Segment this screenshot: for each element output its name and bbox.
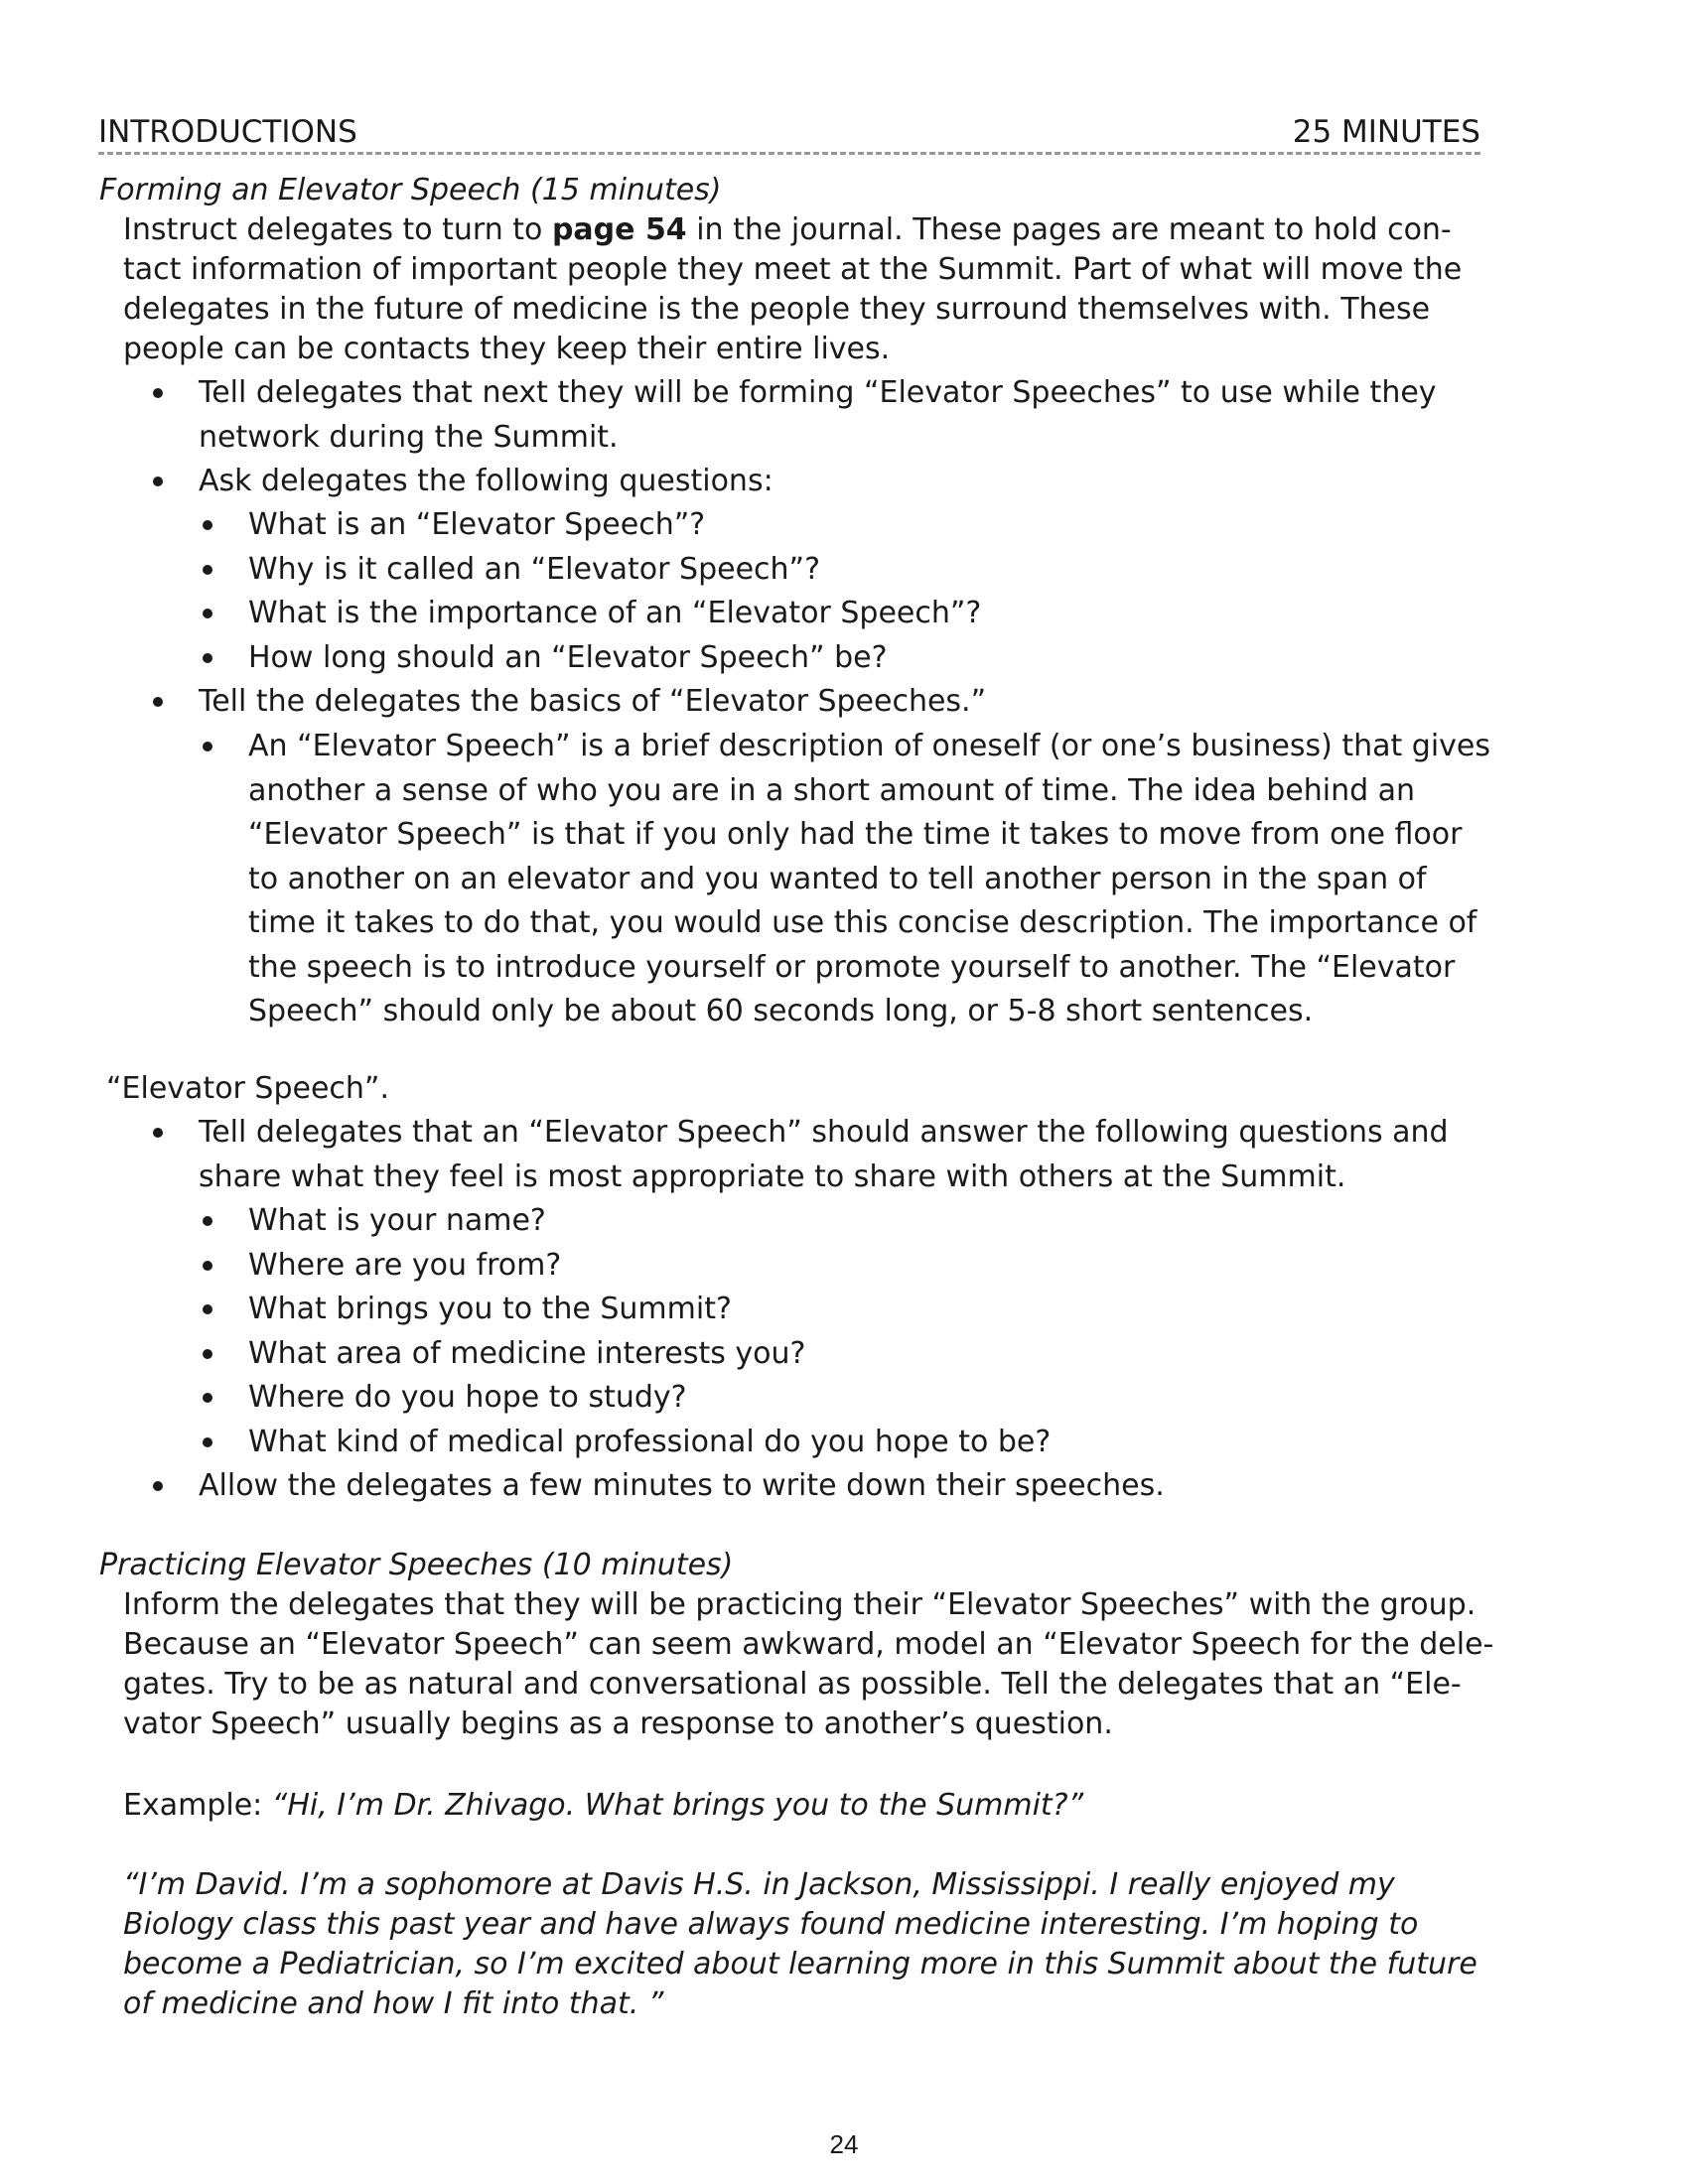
intro-line: delegates in the future of medicine is the people they surround themselves with. These <box>123 292 1431 327</box>
list-item-text: time it takes to do that, you would use this concise description. The importance of <box>248 905 1477 940</box>
section-duration: 25 MINUTES <box>1292 114 1480 150</box>
list-item-text: Tell the delegates the basics of “Elevator Speeches.” <box>199 684 987 719</box>
intro-paragraph <box>123 210 1493 369</box>
list-item <box>149 680 986 725</box>
section-header <box>98 112 1480 155</box>
list-item <box>199 1199 546 1244</box>
list-item <box>199 1244 561 1289</box>
bullet-icon <box>153 477 163 486</box>
list-item-text: Tell delegates that next they will be forming “Elevator Speeches” to use while they <box>199 375 1437 410</box>
bullet-icon <box>203 1393 212 1403</box>
intro-text: Instruct delegates to turn to <box>123 212 552 247</box>
bullet-icon <box>153 697 163 707</box>
list-item <box>199 636 888 681</box>
list-item-text: Speech” should only be about 60 seconds long, or 5-8 short sentences. <box>248 994 1314 1028</box>
list-item-text: Where are you from? <box>248 1248 562 1283</box>
intro-text: in the journal. These pages are meant to hold con- <box>686 212 1452 247</box>
subheading-forming: Forming an Elevator Speech (15 minutes) <box>99 173 722 207</box>
page-reference: page 54 <box>551 212 687 247</box>
bullet-icon <box>153 1481 163 1491</box>
list-item-text: to another on an elevator and you wanted to tell another person in the span of <box>248 861 1427 896</box>
list-item-text: “Elevator Speech” is that if you only had the time it takes to move from one floor <box>248 817 1463 852</box>
bullet-icon <box>203 609 212 618</box>
bullet-icon <box>203 742 212 751</box>
list-item <box>199 592 981 636</box>
list-item-text: An “Elevator Speech” is a brief description of oneself (or one’s business) that gives <box>248 729 1491 763</box>
list-item-text: network during the Summit. <box>199 419 619 455</box>
list-item-text: How long should an “Elevator Speech” be? <box>248 640 888 675</box>
list-item-text: What area of medicine interests you? <box>248 1336 806 1371</box>
bullet-icon <box>203 1216 212 1226</box>
list-item-text: What is your name? <box>248 1203 546 1238</box>
bullet-icon <box>153 388 163 398</box>
bullet-icon <box>203 520 212 530</box>
response-line: of medicine and how I fit into that. ” <box>123 1986 664 2021</box>
intro-line <box>123 210 1493 250</box>
list-item <box>149 1111 1449 1199</box>
list-item-text: Why is it called an “Elevator Speech”? <box>248 552 821 587</box>
list-item-text: share what they feel is most appropriate to share with others at the Summit. <box>199 1159 1346 1194</box>
response-line: become a Pediatrician, so I’m excited about learning more in this Summit about the future <box>123 1947 1477 1981</box>
intro-line: people can be contacts they keep their entire lives. <box>123 332 891 366</box>
practice-paragraph <box>123 1585 1493 1744</box>
list-item <box>199 548 820 593</box>
practice-line: vator Speech” usually begins as a response to another’s question. <box>123 1706 1113 1741</box>
bullet-icon <box>203 565 212 575</box>
list-item-text: What is an “Elevator Speech”? <box>248 507 706 542</box>
bullet-icon <box>203 1304 212 1314</box>
bullet-icon <box>203 1349 212 1359</box>
example-label: Example: <box>123 1788 272 1823</box>
list-item-text: Ask delegates the following questions: <box>199 464 774 498</box>
practice-line: gates. Try to be as natural and conversational as possible. Tell the delegates that an “Ele- <box>123 1667 1462 1702</box>
list-item-text: Allow the delegates a few minutes to write down their speeches. <box>199 1468 1165 1503</box>
subheading-practicing: Practicing Elevator Speeches (10 minutes) <box>99 1548 734 1582</box>
list-item-text: What is the importance of an “Elevator Speech”? <box>248 596 982 630</box>
example-response <box>123 1865 1493 2024</box>
list-item-text: the speech is to introduce yourself or promote yourself to another. The “Elevator <box>248 949 1456 985</box>
bullet-icon <box>153 1128 163 1138</box>
example-line <box>123 1786 1083 1826</box>
elevator-speech-lead: “Elevator Speech”. <box>106 1071 389 1106</box>
page-number: 24 <box>829 2129 859 2159</box>
practice-line: Inform the delegates that they will be practicing their “Elevator Speeches” with the group. <box>123 1587 1477 1622</box>
list-item <box>199 725 1490 1034</box>
list-item <box>149 371 1437 460</box>
list-item-text: Where do you hope to study? <box>248 1380 687 1415</box>
response-line: “I’m David. I’m a sophomore at Davis H.S. in Jackson, Mississippi. I really enjoyed my <box>123 1867 1395 1902</box>
example-quote: “Hi, I’m Dr. Zhivago. What brings you to the Summit?” <box>271 1788 1084 1823</box>
list-item <box>199 1421 1051 1465</box>
bullet-icon <box>203 1261 212 1271</box>
list-item <box>199 1288 732 1332</box>
response-line: Biology class this past year and have always found medicine interesting. I’m hoping to <box>123 1907 1419 1942</box>
bullet-icon <box>203 1437 212 1447</box>
list-item <box>199 503 705 548</box>
practice-line: Because an “Elevator Speech” can seem awkward, model an “Elevator Speech for the dele- <box>123 1627 1494 1662</box>
list-item-text: What brings you to the Summit? <box>248 1292 732 1326</box>
intro-line: tact information of important people they meet at the Summit. Part of what will move the <box>123 252 1463 287</box>
bullet-icon <box>203 653 212 663</box>
list-item-text: What kind of medical professional do you hope to be? <box>248 1425 1052 1459</box>
list-item-text: Tell delegates that an “Elevator Speech” should answer the following questions and <box>199 1115 1449 1150</box>
list-item <box>149 1464 1165 1509</box>
list-item-text: another a sense of who you are in a short amount of time. The idea behind an <box>248 772 1416 808</box>
section-title: INTRODUCTIONS <box>98 114 357 150</box>
list-item <box>199 1332 805 1377</box>
list-item <box>149 460 774 504</box>
list-item <box>199 1376 687 1421</box>
